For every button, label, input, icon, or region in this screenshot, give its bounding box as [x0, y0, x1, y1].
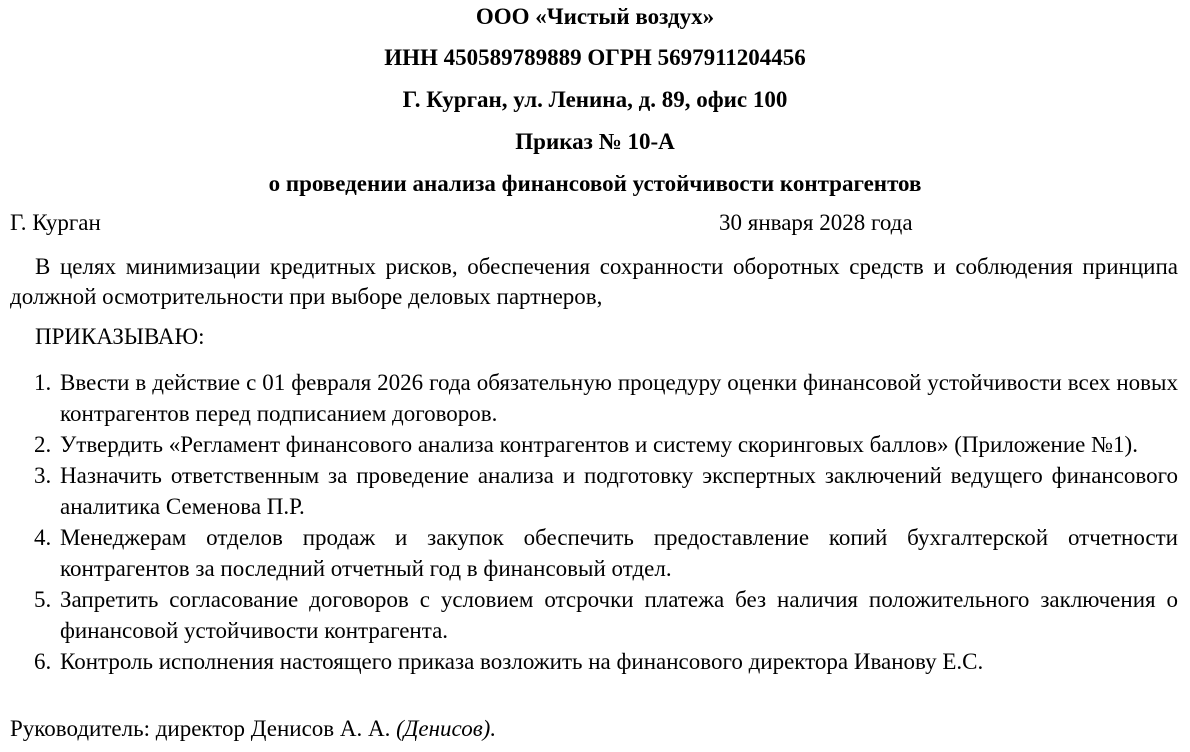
item-number: 5.	[34, 587, 52, 612]
item-text: Менеджерам отделов продаж и закупок обеспечить предоставление копий бухгалтерской отчетности контрагентов за последний отчетный год в финансовый отдел.	[60, 525, 1178, 581]
item-number: 2.	[34, 432, 52, 457]
company-ids: ИНН 450589789889 ОГРН 5697911204456	[384, 45, 806, 70]
company-name: ООО «Чистый воздух»	[475, 4, 715, 29]
order-items-list	[34, 367, 1178, 677]
list-item	[34, 460, 1178, 522]
item-text: Назначить ответственным за проведение анализа и подготовку экспертных заключений ведущего финансового аналитика Семенова П.Р.	[60, 463, 1178, 519]
order-title: Приказ № 10-А	[515, 129, 675, 154]
preamble-paragraph: В целях минимизации кредитных рисков, обеспечения сохранности оборотных средств и соблюдения принципа должной осмотрительности при выборе деловых партнеров,	[10, 254, 1178, 309]
list-item	[34, 646, 1178, 677]
list-item	[34, 429, 1178, 460]
item-number: 4.	[34, 525, 52, 550]
place-city: Г. Курган	[10, 210, 101, 235]
item-number: 3.	[34, 463, 52, 488]
item-text: Запретить согласование договоров с условием отсрочки платежа без наличия положительного заключения о финансовой устойчивости контрагента.	[60, 587, 1178, 643]
list-item	[34, 584, 1178, 646]
item-text: Утвердить «Регламент финансового анализа контрагентов и систему скоринговых баллов» (Приложение №1).	[60, 432, 1138, 457]
list-item	[34, 522, 1178, 584]
signature-role: Руководитель: директор Денисов А. А.	[10, 716, 391, 741]
item-text: Контроль исполнения настоящего приказа возложить на финансового директора Иванову Е.С.	[60, 649, 984, 674]
item-text: Ввести в действие с 01 февраля 2026 года обязательную процедуру оценки финансовой устойчивости всех новых контрагентов перед подписанием договоров.	[60, 370, 1178, 426]
list-item	[34, 367, 1178, 429]
item-number: 1.	[34, 370, 52, 395]
company-address: Г. Курган, ул. Ленина, д. 89, офис 100	[402, 87, 788, 112]
order-word: ПРИКАЗЫВАЮ:	[35, 324, 205, 349]
order-subject: о проведении анализа финансовой устойчивости контрагентов	[268, 171, 922, 196]
signature-handwritten: (Денисов).	[396, 716, 497, 741]
item-number: 6.	[34, 649, 52, 674]
signature-line	[10, 714, 496, 744]
order-date: 30 января 2028 года	[719, 210, 913, 235]
